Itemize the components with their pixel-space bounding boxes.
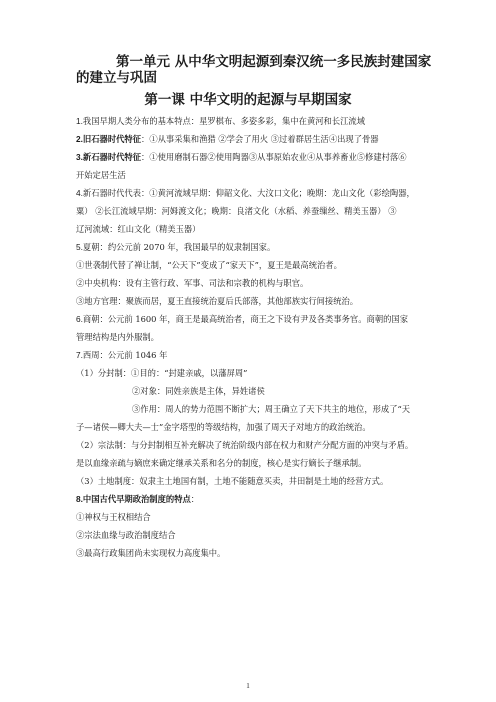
text-line bbox=[76, 328, 440, 346]
text-line bbox=[76, 112, 440, 130]
line-text: 我国早期人类分布的基本特点：星罗棋布、多姿多彩，集中在黄河和长江流域 bbox=[82, 116, 366, 126]
text-line bbox=[76, 220, 440, 238]
text-line bbox=[76, 418, 440, 436]
line-text: ：①从事采集和渔猎 ②学会了用火 ③过着群居生活④出现了骨器 bbox=[141, 134, 379, 144]
line-text: 子—诸侯—卿大夫—士”金字塔型的等级结构，加强了周天子对地方的政治统治。 bbox=[76, 422, 371, 432]
text-line bbox=[76, 508, 440, 526]
bold-heading: 中国古代早期政治制度的特点 bbox=[82, 494, 191, 504]
line-text: ②宗法血缘与政治制度结合 bbox=[76, 530, 176, 540]
line-text: （3）土地制度：奴隶主土地国有制，土地不能随意买卖，井田制是土地的经营方式。 bbox=[76, 476, 389, 486]
line-text: ②对象：同姓亲族是主体，异姓诸侯 bbox=[132, 386, 265, 396]
text-line bbox=[76, 256, 440, 274]
line-text: 管理结构是内外服制。 bbox=[76, 332, 159, 342]
line-text: ②中央机构：设有主管行政、军事、司法和宗教的机构与职官。 bbox=[76, 278, 309, 288]
page-number: 1 bbox=[246, 682, 250, 690]
line-text: （1）分封制：①目的：“封建亲戚，以藩屏周” bbox=[76, 368, 248, 378]
bold-heading: 新石器时代特征 bbox=[82, 152, 142, 162]
line-text: ： bbox=[190, 494, 200, 504]
line-text: 西周：公元前 1046 年 bbox=[82, 350, 168, 360]
text-line bbox=[76, 292, 440, 310]
text-line bbox=[76, 238, 440, 256]
document-body bbox=[76, 112, 440, 562]
line-text: 新石器时代代表：①黄河流域早期：仰韶文化、大汶口文化；晚期：龙山文化（彩绘陶器， bbox=[82, 188, 415, 198]
unit-title-line-1: 第一单元 从中华文明起源到秦汉统一多民族封建国家 bbox=[116, 54, 432, 70]
line-text: ③作用：周人的势力范围不断扩大；周王确立了天下共主的地位，形成了“天 bbox=[132, 404, 411, 414]
text-line bbox=[76, 544, 440, 562]
item-number: 8. bbox=[76, 494, 83, 504]
text-line bbox=[76, 382, 440, 400]
text-line bbox=[76, 526, 440, 544]
item-number: 1. bbox=[76, 116, 83, 126]
bold-heading: 旧石器时代特征 bbox=[82, 134, 142, 144]
line-text: 是以血缘亲疏与嫡庶来确定继承关系和名分的制度，核心是实行嫡长子继承制。 bbox=[76, 458, 367, 468]
text-line bbox=[76, 130, 440, 148]
line-text: ③最高行政集团尚未实现权力高度集中。 bbox=[76, 548, 226, 558]
line-text: ①世袭制代替了禅让制，“公天下”变成了“家天下”，夏王是最高统治者。 bbox=[76, 260, 342, 270]
item-number: 4. bbox=[76, 188, 83, 198]
line-text: 粟） ②长江流域早期：河姆渡文化；晚期：良渚文化（水稻、养蚕缫丝、精美玉器） ③ bbox=[76, 206, 397, 216]
unit-title-line-2: 的建立与巩固 bbox=[76, 70, 157, 86]
text-line bbox=[76, 364, 440, 382]
line-text: 商朝：公元前 1600 年，商王是最高统治者，商王之下设有尹及各类事务官。商朝的国家 bbox=[82, 314, 409, 324]
item-number: 5. bbox=[76, 242, 83, 252]
text-line bbox=[76, 184, 440, 202]
text-line bbox=[76, 454, 440, 472]
line-text: 辽河流域：红山文化（精美玉器） bbox=[76, 224, 201, 234]
text-line bbox=[76, 400, 440, 418]
text-line bbox=[76, 148, 440, 166]
line-text: 夏朝：约公元前 2070 年，我国最早的奴隶制国家。 bbox=[82, 242, 276, 252]
item-number: 7. bbox=[76, 350, 83, 360]
item-number: 3. bbox=[76, 152, 83, 162]
text-line bbox=[76, 436, 440, 454]
text-line bbox=[76, 346, 440, 364]
text-line bbox=[76, 274, 440, 292]
text-line bbox=[76, 490, 440, 508]
lesson-title: 第一课 中华文明的起源与早期国家 bbox=[144, 92, 352, 108]
item-number: 2. bbox=[76, 134, 83, 144]
line-text: ：①使用磨制石器②使用陶器③从事原始农业④从事养畜业⑤修建村落⑥ bbox=[141, 152, 407, 162]
line-text: （2）宗法制：与分封制相互补充解决了统治阶级内部在权力和财产分配方面的冲突与矛盾。 bbox=[76, 440, 414, 450]
item-number: 6. bbox=[76, 314, 83, 324]
text-line bbox=[76, 166, 440, 184]
line-text: ①神权与王权相结合 bbox=[76, 512, 151, 522]
unit-title bbox=[76, 54, 436, 86]
text-line bbox=[76, 202, 440, 220]
text-line bbox=[76, 472, 440, 490]
line-text: ③地方官理：聚族而居，夏王直接统治夏后氏部落，其他部族实行间接统治。 bbox=[76, 296, 359, 306]
text-line bbox=[76, 310, 440, 328]
line-text: 开始定居生活 bbox=[76, 170, 126, 180]
